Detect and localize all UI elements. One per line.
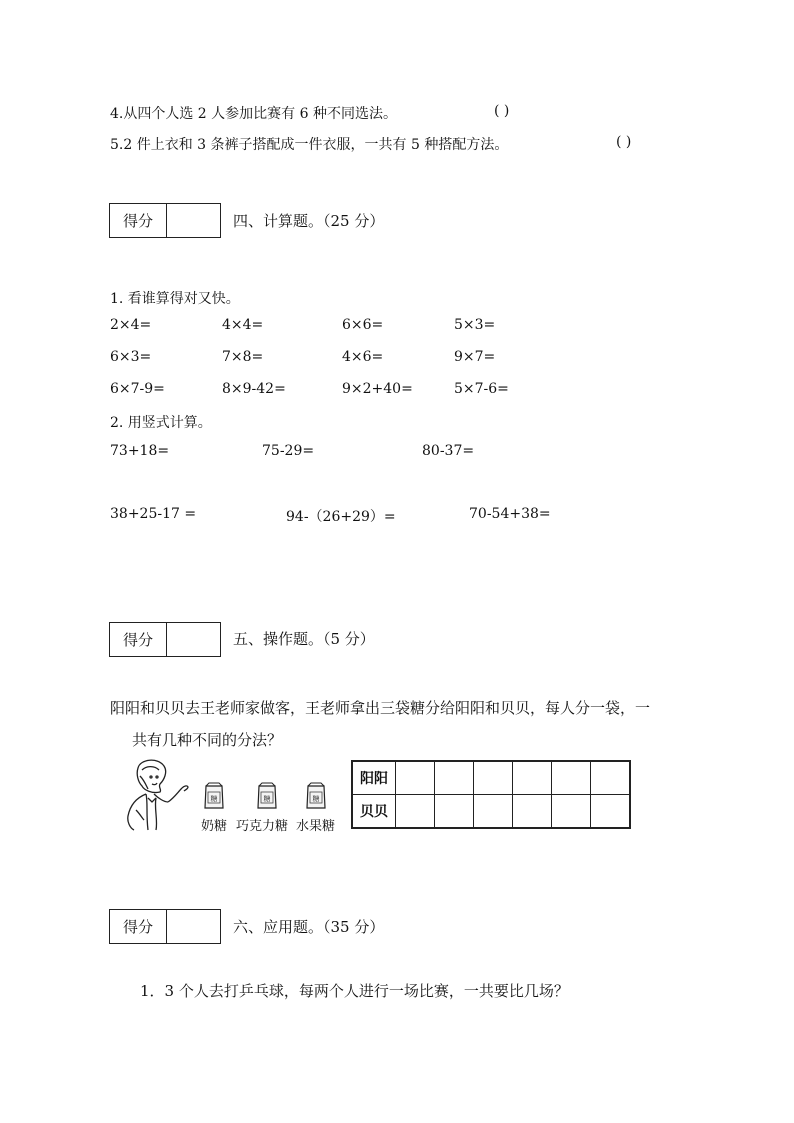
candy-bag-text: 糖 bbox=[210, 795, 218, 803]
answer-cell[interactable] bbox=[552, 795, 591, 829]
score-label: 得分 bbox=[110, 910, 167, 943]
calc-item: 9×2+40= bbox=[342, 381, 413, 397]
judge-question-5: 5.2 件上衣和 3 条裤子搭配成一件衣服，一共有 5 种搭配方法。 bbox=[110, 137, 509, 153]
row-label-yangyang: 阳阳 bbox=[352, 761, 396, 795]
answer-cell[interactable] bbox=[474, 795, 513, 829]
answer-cell[interactable] bbox=[474, 761, 513, 795]
score-box-section5 bbox=[109, 622, 221, 657]
answer-paren-5[interactable]: ( ) bbox=[616, 134, 632, 150]
score-value-field[interactable] bbox=[167, 623, 220, 656]
candy-label-chocolate: 巧克力糖 bbox=[236, 819, 289, 834]
score-box-section6 bbox=[109, 909, 221, 944]
vertical-calc-item: 75-29= bbox=[262, 443, 315, 459]
answer-cell[interactable] bbox=[396, 761, 435, 795]
section6-title: 六、应用题。（35 分） bbox=[233, 918, 385, 936]
score-value-field[interactable] bbox=[167, 204, 220, 237]
calc-item: 6×7-9= bbox=[110, 381, 165, 397]
vertical-calc-item: 70-54+38= bbox=[469, 506, 551, 522]
judge-question-4: 4.从四个人选 2 人参加比赛有 6 种不同选法。 bbox=[110, 106, 397, 122]
vertical-calc-item: 73+18= bbox=[110, 443, 170, 459]
row-label-beibei: 贝贝 bbox=[352, 795, 396, 829]
calc-item: 4×6= bbox=[342, 349, 384, 365]
calc-item: 5×7-6= bbox=[454, 381, 509, 397]
score-label: 得分 bbox=[110, 204, 167, 237]
answer-cell[interactable] bbox=[435, 795, 474, 829]
answer-cell[interactable] bbox=[513, 761, 552, 795]
teacher-illustration bbox=[124, 758, 200, 832]
candy-bag-icon bbox=[202, 782, 226, 812]
operation-question-line1: 阳阳和贝贝去王老师家做客，王老师拿出三袋糖分给阳阳和贝贝，每人分一袋，一 bbox=[110, 699, 651, 717]
answer-paren-4[interactable]: ( ) bbox=[494, 103, 510, 119]
score-value-field[interactable] bbox=[167, 910, 220, 943]
candy-bag-text: 糖 bbox=[312, 795, 320, 803]
part1-title: 1. 看谁算得对又快。 bbox=[110, 291, 240, 307]
calc-item: 6×3= bbox=[110, 349, 152, 365]
vertical-calc-item: 94-（26+29）= bbox=[286, 509, 396, 525]
candy-bag-icon bbox=[304, 782, 328, 812]
candy-label-fruit: 水果糖 bbox=[296, 819, 336, 834]
table-row bbox=[352, 795, 630, 829]
candy-label-milk: 奶糖 bbox=[201, 819, 228, 834]
vertical-calc-item: 38+25-17 = bbox=[110, 506, 197, 522]
candy-bag-icon bbox=[255, 782, 279, 812]
table-row bbox=[352, 761, 630, 795]
application-question-1: 1．3 个人去打乒乓球，每两个人进行一场比赛，一共要比几场？ bbox=[140, 982, 569, 1000]
answer-cell[interactable] bbox=[591, 761, 631, 795]
distribution-table bbox=[351, 760, 631, 829]
answer-cell[interactable] bbox=[552, 761, 591, 795]
section5-title: 五、操作题。（5 分） bbox=[233, 630, 375, 648]
answer-cell[interactable] bbox=[591, 795, 631, 829]
calc-item: 5×3= bbox=[454, 317, 496, 333]
calc-item: 8×9-42= bbox=[222, 381, 286, 397]
calc-item: 9×7= bbox=[454, 349, 496, 365]
calc-item: 7×8= bbox=[222, 349, 264, 365]
score-label: 得分 bbox=[110, 623, 167, 656]
score-box-section4 bbox=[109, 203, 221, 238]
section4-title: 四、计算题。（25 分） bbox=[233, 212, 385, 230]
candy-bag-text: 糖 bbox=[263, 795, 271, 803]
calc-item: 2×4= bbox=[110, 317, 152, 333]
part2-title: 2. 用竖式计算。 bbox=[110, 415, 212, 431]
answer-cell[interactable] bbox=[513, 795, 552, 829]
operation-question-line2: 共有几种不同的分法？ bbox=[132, 731, 283, 749]
calc-item: 4×4= bbox=[222, 317, 264, 333]
vertical-calc-item: 80-37= bbox=[422, 443, 475, 459]
answer-cell[interactable] bbox=[435, 761, 474, 795]
calc-item: 6×6= bbox=[342, 317, 384, 333]
answer-cell[interactable] bbox=[396, 795, 435, 829]
